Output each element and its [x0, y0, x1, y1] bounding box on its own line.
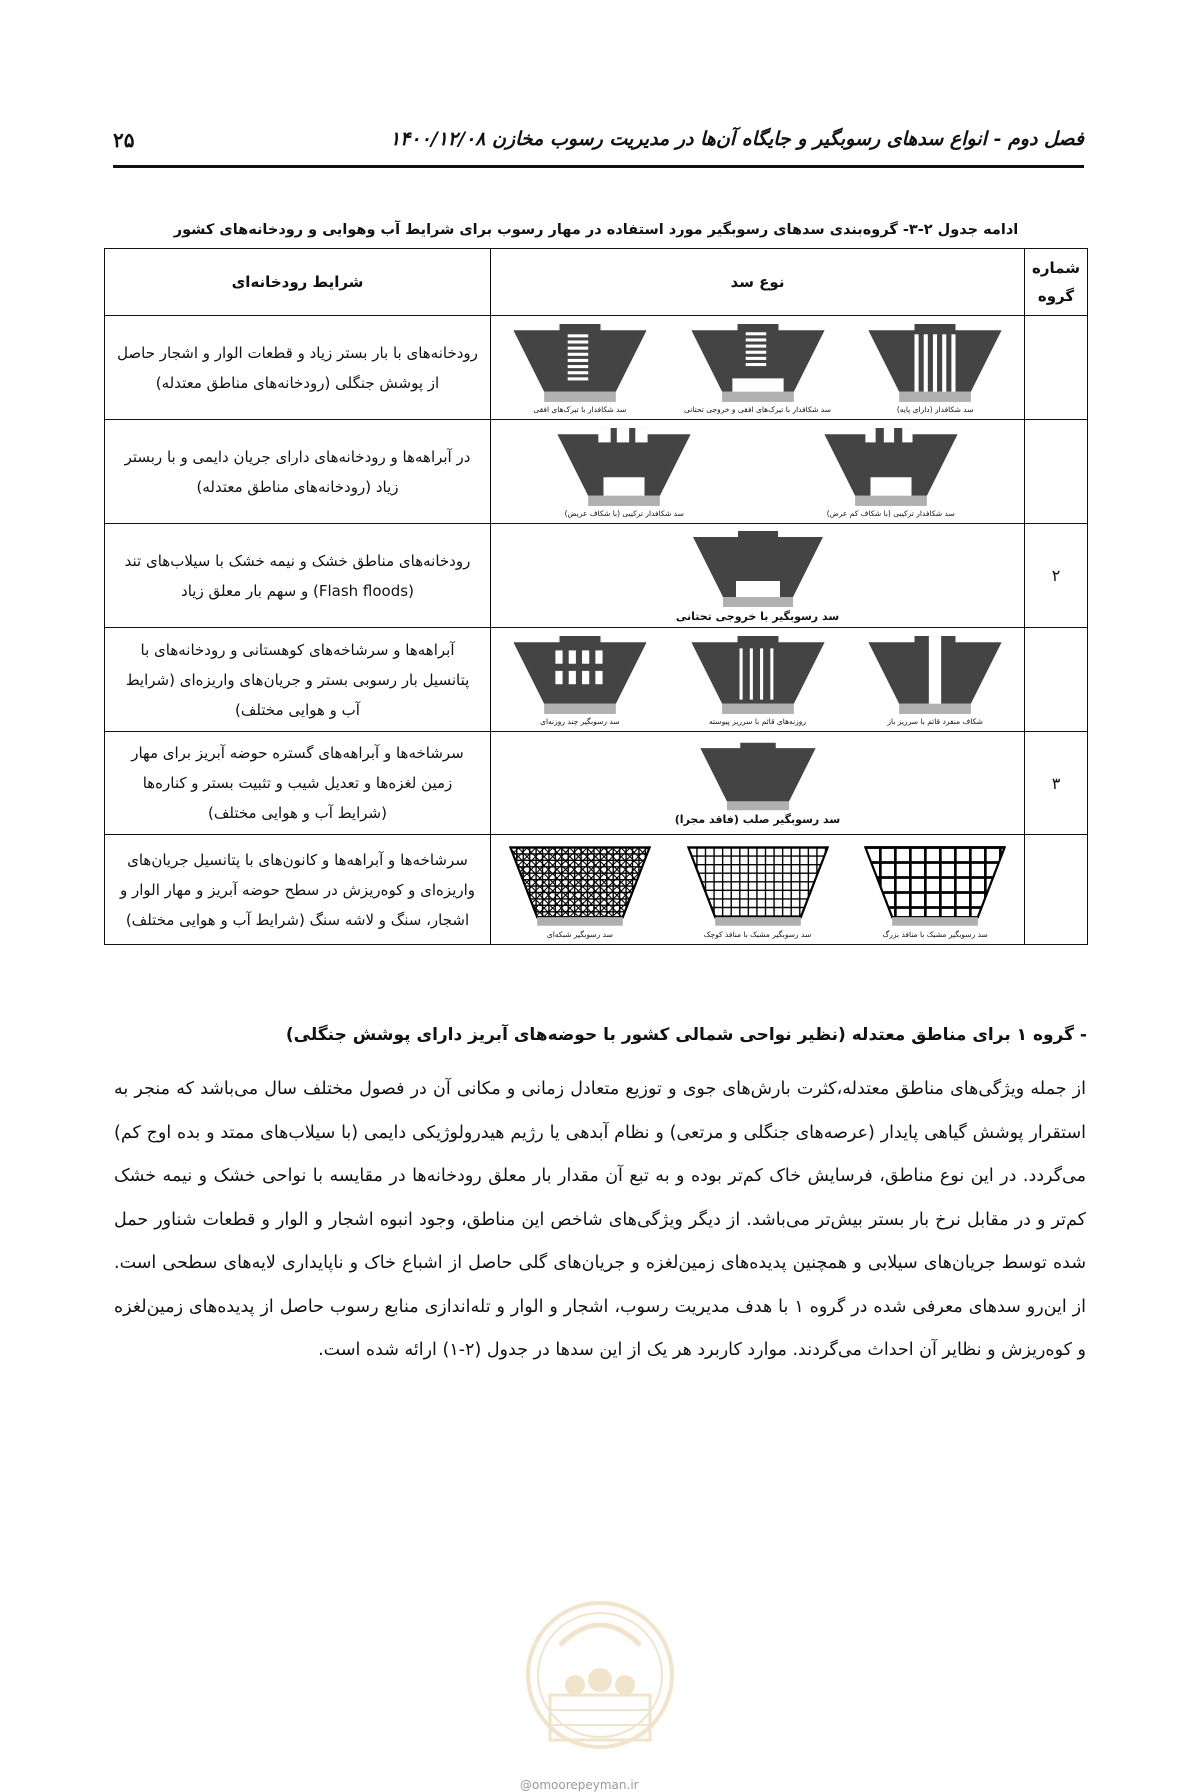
page-number: ۲۵: [113, 128, 135, 152]
dam-drawing-bottom-outlet: [608, 529, 908, 609]
group-number-cell: ۳: [1025, 732, 1088, 835]
river-condition-cell: رودخانه‌های با بار بستر زیاد و قطعات الوار و اشجار حاصل از پوشش جنگلی (رودخانه‌های مناطق معتدله): [105, 316, 491, 420]
dam-drawing-grid-large: [860, 841, 1010, 929]
dam-label: سد رسوبگیر صلب (فاقد مجرا): [674, 812, 841, 826]
dam-drawing-grid-small: [683, 841, 833, 929]
dam-body: [700, 742, 815, 801]
watermark-url: @omoorepeyman.ir: [520, 1778, 639, 1792]
dam-drawing-multi-opening: [505, 634, 655, 716]
dam-drawing-combined-narrow: [776, 426, 1006, 508]
dam-type-cell: [491, 420, 1025, 524]
dam-illustration: [860, 841, 1010, 939]
dam-label: سد شکافدار (دارای پایه): [896, 404, 974, 414]
dam-grouping-table: [104, 248, 1088, 945]
dam-label: شکاف منفرد قائم با سرریز باز: [887, 716, 983, 726]
dam-illustration: [683, 634, 833, 726]
dam-illustration: [505, 322, 655, 414]
header-rule: [113, 165, 1084, 168]
dam-body: [513, 636, 646, 704]
dam-label: سد شکافدار با تیرک‌های افقی: [533, 404, 627, 414]
dam-drawing-slit-horizontal-bottom: [683, 322, 833, 404]
header-river-conditions: شرایط رودخانه‌ای: [105, 249, 491, 316]
dam-illustration: [505, 634, 655, 726]
publisher-logo-watermark: [520, 1580, 680, 1790]
group-number-cell: [1025, 835, 1088, 945]
table-header-row: [105, 249, 1088, 316]
river-condition-cell: آبراهه‌ها و سرشاخه‌های کوهستانی و رودخانه‌های با پتانسیل بار رسوبی بستر و جریان‌های واریزه‌ای (شرایط آب و هوایی مختلف): [105, 628, 491, 732]
dam-type-cell: [491, 732, 1025, 835]
dam-drawing-vertical-openings: [683, 634, 833, 716]
dam-label: روزنه‌های قائم با سرریز پیوسته: [709, 716, 807, 726]
river-condition-cell: در آبراهه‌ها و رودخانه‌های دارای جریان دایمی و با ربستر زیاد (رودخانه‌های مناطق معتدله): [105, 420, 491, 524]
dam-body: [513, 324, 646, 392]
dam-label: سد رسوبگیر چند روزنه‌ای: [540, 716, 620, 726]
table-row: [105, 316, 1088, 420]
dam-label: سد شکافدار با تیرک‌های افقی و خروجی تحتانی: [684, 404, 831, 414]
dam-label: سد رسوبگیر مشبک با منافذ بزرگ: [882, 929, 988, 939]
header-dam-type: نوع سد: [491, 249, 1025, 316]
table-caption: ادامه جدول ۲-۳- گروه‌بندی سدهای رسوبگیر مورد استفاده در مهار رسوب برای شرایط آب وهوایی و رودخانه‌های کشور: [173, 222, 1019, 238]
dam-type-cell: [491, 316, 1025, 420]
header-group-number: شماره گروه: [1025, 249, 1088, 316]
table-row: [105, 835, 1088, 945]
dam-label: سد رسوبگیر با خروجی تحتانی: [675, 609, 840, 623]
river-condition-cell: سرشاخه‌ها و آبراهه‌های گستره حوضه آبریز برای مهار زمین لغزه‌ها و تعدیل شیب و تثبیت بستر و کناره‌ها (شرایط آب و هوایی مختلف): [105, 732, 491, 835]
dam-label: سد شکافدار ترکیبی (با شکاف عریض): [564, 508, 684, 518]
dam-body: [691, 636, 824, 704]
river-condition-cell: سرشاخه‌ها و آبراهه‌ها و کانون‌های با پتانسیل جریان‌های واریزه‌ای و کوه‌ریزش در سطح حوضه آبریز و مهار الوار و اشجار، سنگ و لاشه سنگ (شرایط آب و هوایی مختلف): [105, 835, 491, 945]
dam-drawing-combined-wide: [509, 426, 739, 508]
dam-illustration: [608, 529, 908, 623]
dam-drawing-single-slit: [860, 634, 1010, 716]
dam-type-cell: [491, 835, 1025, 945]
dam-drawing-net: [505, 841, 655, 929]
dam-illustration: [505, 841, 655, 939]
section-paragraph: از جمله ویژگی‌های مناطق معتدله،کثرت بارش‌های جوی و توزیع متعادل زمانی و مکانی آن در فصول مختلف سال می‌باشد که منجر به استقرار پوشش گیاهی پایدار (عرصه‌های جنگلی و مرتعی) و نظام آبدهی یا رژیم هیدرولوژیکی دایمی (با سیلاب‌های ممتد و بده اوج کم) می‌گردد. در این نوع مناطق، فرسایش خاک کم‌تر بوده و به تبع آن مقدار بار معلق رودخانه‌ها در مقایسه با نواحی خشک و نیمه خشک کم‌تر و در مقابل نرخ بار بستر بیش‌تر می‌باشد. از دیگر ویژگی‌های شاخص این مناطق، وجود انبوه اشجار و الوار و قطعات شناور حمل شده توسط جریان‌های سیلابی و همچنین پدیده‌های زمین‌لغزه و جریان‌های گلی حاصل از اشباع خاک و ناپایداری لایه‌های سطحی است. از این‌رو سدهای معرفی شده در گروه ۱ با هدف مدیریت رسوب، اشجار و الوار و تله‌اندازی منابع رسوب حاصل از پدیده‌های زمین‌لغزه و کوه‌ریزش و نظایر آن احداث می‌گردند. موارد کاربرد هر یک از این سدها در جدول (۲-۱) ارائه شده است.: [114, 1079, 1086, 1360]
dam-label: سد رسوبگیر مشبک با منافذ کوچک: [703, 929, 812, 939]
dam-label: سد شکافدار ترکیبی (با شکاف کم عرض): [826, 508, 955, 518]
dam-illustration: [683, 322, 833, 414]
group-number-cell: [1025, 420, 1088, 524]
group-number-cell: [1025, 628, 1088, 732]
dam-illustration: [860, 634, 1010, 726]
dam-illustration: [683, 841, 833, 939]
dam-type-cell: [491, 524, 1025, 628]
dam-type-cell: [491, 628, 1025, 732]
page-header: [113, 128, 1084, 168]
river-condition-cell: رودخانه‌های مناطق خشک و نیمه خشک با سیلاب‌های تند (Flash floods) و سهم بار معلق زیاد: [105, 524, 491, 628]
dam-drawing-slit-pillars: [860, 322, 1010, 404]
table-row: [105, 732, 1088, 835]
group-number-cell: ۲: [1025, 524, 1088, 628]
dam-illustration: [776, 426, 1006, 518]
dam-drawing-slit-horizontal: [505, 322, 655, 404]
dam-illustration: [860, 322, 1010, 414]
section-heading: - گروه ۱ برای مناطق معتدله (نظیر نواحی شمالی کشور با حوضه‌های آبریز دارای پوشش جنگلی): [285, 1025, 1087, 1045]
dam-drawing-solid: [608, 741, 908, 812]
dam-label: سد رسوبگیر شبکه‌ای: [546, 929, 613, 939]
dam-illustration: [509, 426, 739, 518]
table-row: [105, 420, 1088, 524]
chapter-title: فصل دوم - انواع سدهای رسوبگیر و جایگاه آن‌ها در مدیریت رسوب مخازن ۱۴۰۰/۱۲/۰۸: [389, 128, 1084, 150]
table-row: [105, 628, 1088, 732]
group-number-cell: [1025, 316, 1088, 420]
dam-illustration: [608, 741, 908, 826]
table-row: [105, 524, 1088, 628]
